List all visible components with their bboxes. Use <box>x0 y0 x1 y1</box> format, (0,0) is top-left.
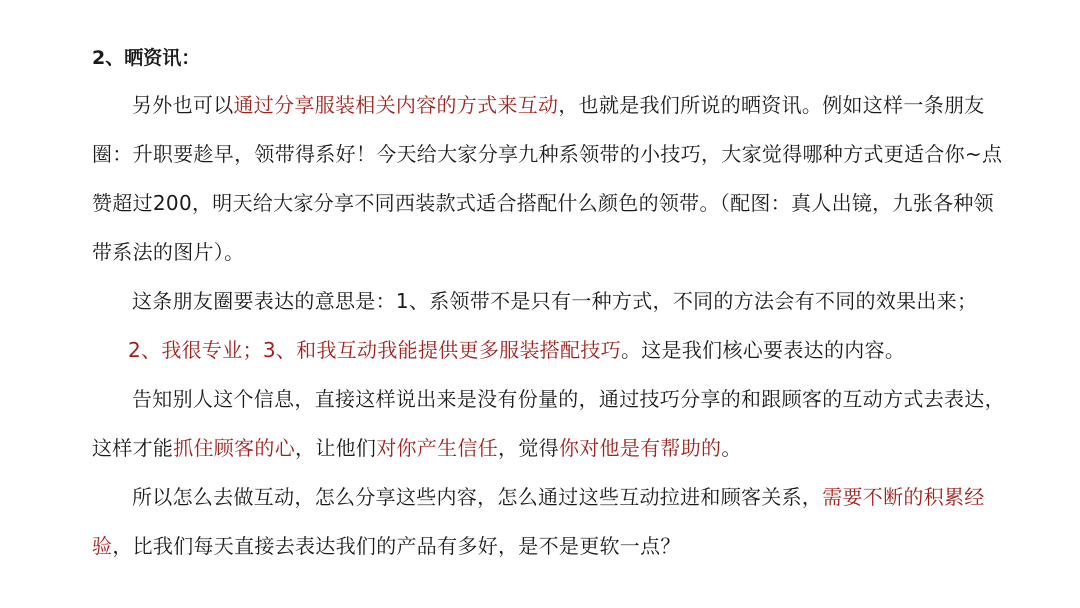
paragraph-1-line-3: 赞超过200，明天给大家分享不同西装款式适合搭配什么颜色的领带。（配图：真人出镜，九张各种领 <box>92 191 994 215</box>
text-span: 这样才能 <box>92 436 174 460</box>
highlighted-text: 通过分享服装相关内容的方式来互动 <box>233 93 559 117</box>
highlighted-text: 抓住顾客的心 <box>173 436 296 460</box>
text-span: ，比我们每天直接去表达我们的产品有多好，是不是更软一点？ <box>112 534 681 558</box>
paragraph-2-line-2 <box>128 332 905 368</box>
text-span: ，让他们 <box>295 436 377 460</box>
highlighted-text: 你对他是有帮助的 <box>558 436 722 460</box>
paragraph-1-line-1 <box>132 87 985 123</box>
paragraph-1-line-4: 带系法的图片）。 <box>92 240 245 264</box>
highlighted-text: 2、我很专业；3、和我互动我能提供更多服装搭配技巧 <box>128 338 621 362</box>
paragraph-4-line-2 <box>92 528 681 564</box>
paragraph-1-line-2: 圈：升职要趁早，领带得系好！今天给大家分享九种系领带的小技巧，大家觉得哪种方式更适合你~点 <box>92 142 1003 166</box>
highlighted-text: 需要不断的积累经 <box>822 485 985 509</box>
paragraph-3-line-1: 告知别人这个信息，直接这样说出来是没有份量的，通过技巧分享的和跟顾客的互动方式去表达， <box>132 387 1005 411</box>
paragraph-3-line-2 <box>92 430 742 466</box>
text-span: 另外也可以 <box>132 93 234 117</box>
text-span: ，也就是我们所说的晒资讯。例如这样一条朋友 <box>558 93 985 117</box>
paragraph-4-line-1 <box>132 479 985 515</box>
text-span: 。 <box>721 436 742 460</box>
text-span: 所以怎么去做互动，怎么分享这些内容，怎么通过这些互动拉进和顾客关系， <box>132 485 823 509</box>
highlighted-text: 对你产生信任 <box>376 436 499 460</box>
paragraph-2-line-1: 这条朋友圈要表达的意思是：1、系领带不是只有一种方式，不同的方法会有不同的效果出来； <box>132 289 978 313</box>
highlighted-text: 验 <box>92 534 113 558</box>
section-heading: 2、晒资讯： <box>92 47 201 69</box>
text-span: ，觉得 <box>498 436 559 460</box>
text-span: 。这是我们核心要表达的内容。 <box>620 338 906 362</box>
